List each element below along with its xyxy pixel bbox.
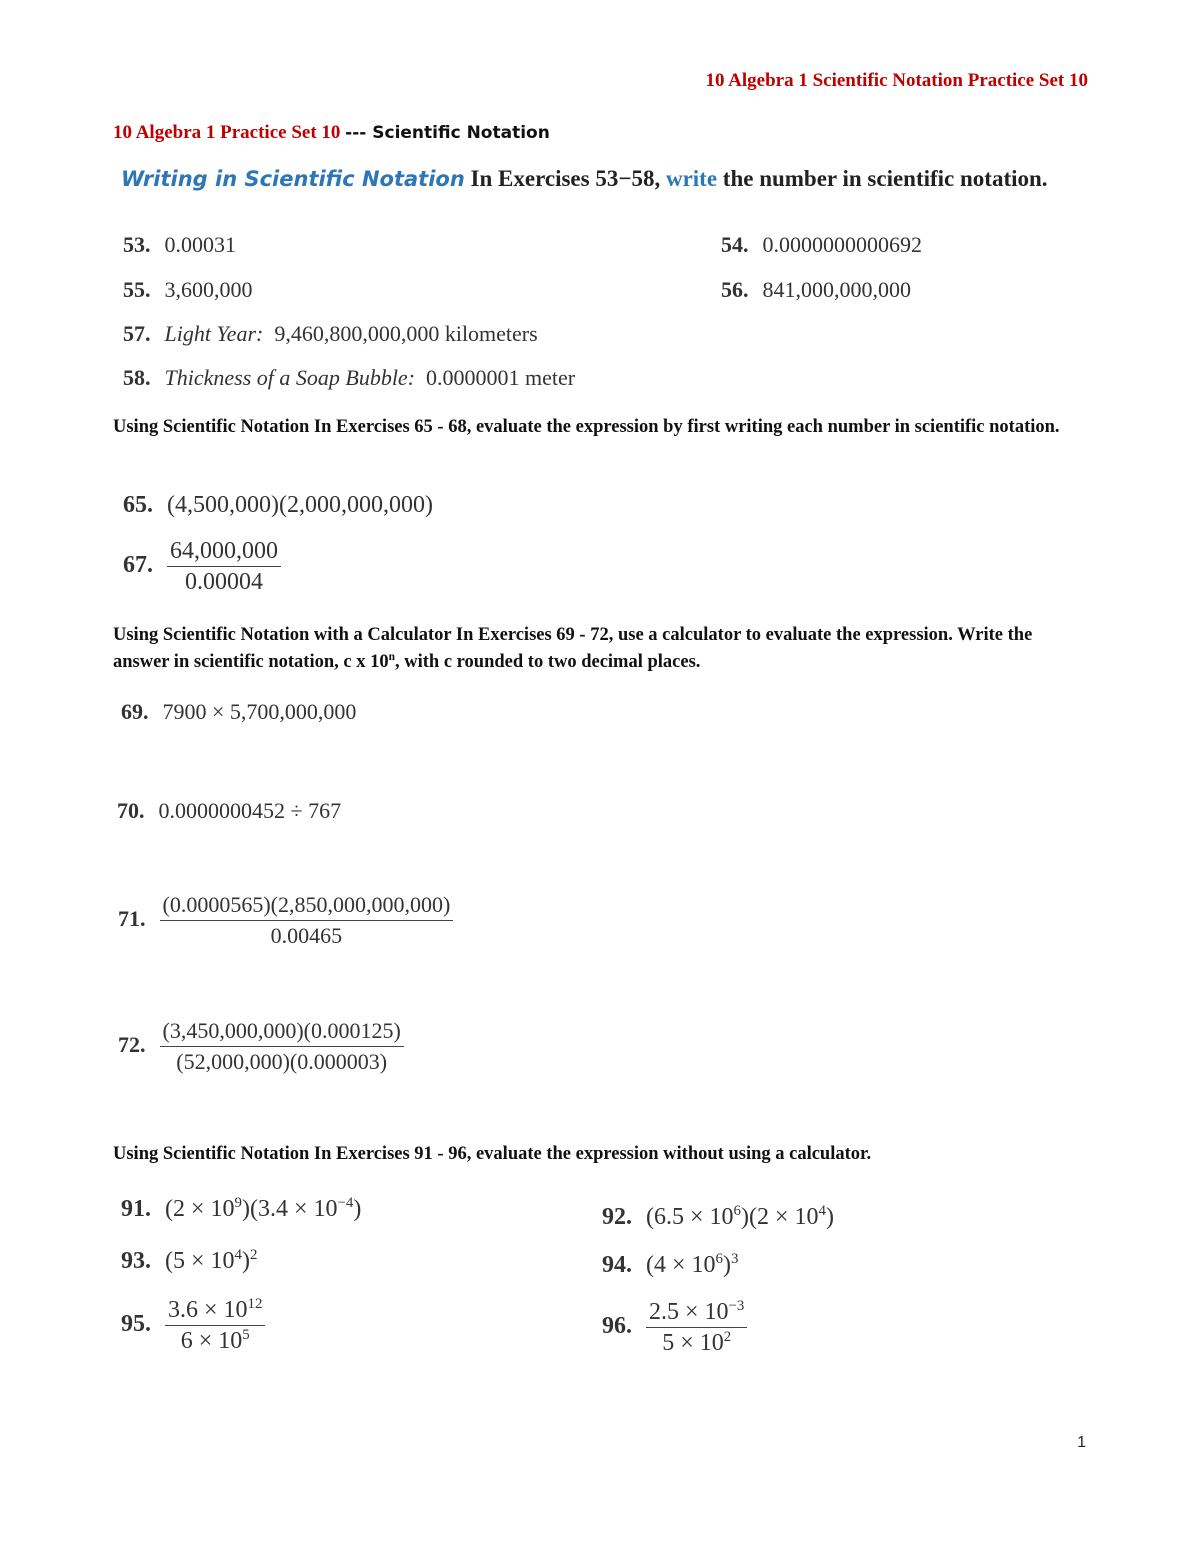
exercise-number: 95. (121, 1311, 151, 1338)
exponent: 6 (715, 1251, 723, 1268)
exercise-number: 94. (602, 1252, 632, 1278)
exponent: −4 (337, 1195, 354, 1212)
fraction-numerator: (3,450,000,000)(0.000125) (160, 1016, 404, 1047)
exercise-label: Light Year: (164, 321, 264, 346)
exercise-94 (602, 1252, 738, 1279)
exercise-number: 55. (123, 277, 151, 302)
exercise-55 (123, 277, 253, 303)
exercise-69 (121, 699, 356, 725)
exponent: 5 (242, 1327, 250, 1344)
fraction-numerator (165, 1295, 265, 1326)
expr-part: (4 × 10 (646, 1252, 716, 1278)
page-title-suffix: --- Scientific Notation (345, 123, 550, 143)
running-header: 10 Algebra 1 Scientific Notation Practice Set 10 (705, 70, 1088, 91)
expr-part: )(3.4 × 10 (241, 1196, 338, 1222)
exercise-number: 96. (602, 1313, 632, 1340)
exercise-number: 72. (118, 1031, 146, 1057)
exercise-number: 93. (121, 1248, 151, 1274)
section-writing-title: Writing in Scientific Notation (121, 167, 465, 191)
exercise-96 (602, 1297, 747, 1358)
exercise-number: 53. (123, 232, 151, 257)
exercise-92 (602, 1204, 834, 1231)
exponent: 12 (247, 1296, 263, 1313)
exercise-67 (123, 536, 281, 597)
expr-part: 5 × 10 (662, 1330, 724, 1356)
exercise-text: 841,000,000,000 (762, 277, 911, 302)
section-evaluate-instructions: Using Scientific Notation In Exercises 65 - 68, evaluate the expression by first writing each number in scientific notation. (113, 417, 1060, 437)
exercise-72 (118, 1016, 404, 1077)
exercise-text: 3,600,000 (164, 277, 253, 302)
exercise-57 (123, 321, 538, 347)
exercise-text: 0.0000000000692 (762, 232, 922, 257)
exponent: 3 (730, 1251, 739, 1268)
exercise-text: 7900 × 5,700,000,000 (162, 699, 357, 724)
page-number: 1 (1077, 1434, 1086, 1451)
exponent: 2 (249, 1247, 258, 1264)
exercise-label: Thickness of a Soap Bubble: (164, 365, 416, 390)
exercise-fraction (646, 1297, 747, 1358)
expr-part: 6 × 10 (180, 1328, 243, 1354)
exercise-text: 0.0000000452 ÷ 767 (158, 798, 342, 823)
exponent: 4 (234, 1247, 242, 1264)
exercise-fraction (160, 890, 454, 951)
fraction-numerator (646, 1297, 747, 1328)
exercise-91 (121, 1196, 361, 1223)
fraction-denominator (646, 1328, 747, 1358)
exponent: 4 (818, 1203, 826, 1220)
exercise-number: 92. (602, 1204, 632, 1230)
fraction-denominator (165, 1326, 265, 1356)
section-writing-heading (121, 166, 1048, 192)
fraction-numerator: 64,000,000 (167, 536, 281, 567)
expr-part: (6.5 × 10 (646, 1204, 734, 1230)
exercise-number: 71. (118, 905, 146, 931)
exercise-number: 91. (121, 1196, 151, 1222)
instruction-superscript: n (388, 651, 395, 664)
fraction-numerator: (0.0000565)(2,850,000,000,000) (160, 890, 454, 921)
exercise-number: 65. (123, 492, 153, 518)
instruction-text-end: , with c rounded to two decimal places. (395, 652, 701, 672)
exercise-number: 70. (117, 798, 145, 823)
exponent: 9 (234, 1195, 242, 1212)
expr-part: (2 × 10 (165, 1196, 235, 1222)
exponent: 2 (723, 1329, 732, 1346)
instruction-text: Using Scientific Notation with a Calculator In Exercises 69 - 72, use a calculator to evaluate the expression. Write the answer in scientific notation, c x 10 (113, 625, 1033, 672)
exercise-95 (121, 1295, 265, 1356)
section-no-calculator-instructions: Using Scientific Notation In Exercises 91 - 96, evaluate the expression without using a calculator. (113, 1144, 872, 1164)
exponent: −3 (728, 1298, 745, 1315)
exercise-fraction (165, 1295, 265, 1356)
exercise-number: 69. (121, 699, 149, 724)
page-title-red: 10 Algebra 1 Practice Set 10 (113, 122, 341, 143)
exercise-number: 56. (721, 277, 749, 302)
exercise-58 (123, 365, 575, 391)
exercise-fraction (167, 536, 281, 597)
exercise-70 (117, 798, 341, 824)
exercise-65 (123, 492, 433, 519)
exercise-text: (4,500,000)(2,000,000,000) (167, 492, 433, 518)
exercise-text: 9,460,800,000,000 kilometers (274, 321, 538, 346)
expr-part: ) (353, 1196, 362, 1222)
exercise-number: 57. (123, 321, 151, 346)
exercise-93 (121, 1248, 257, 1275)
fraction-denominator: (52,000,000)(0.000003) (176, 1049, 388, 1074)
fraction-denominator: 0.00465 (270, 923, 343, 948)
expr-part: ) (722, 1252, 731, 1278)
exercise-number: 58. (123, 365, 151, 390)
exercise-54 (721, 232, 922, 258)
expr-part: 2.5 × 10 (649, 1299, 729, 1325)
exercise-number: 54. (721, 232, 749, 257)
section-calculator-instructions (113, 622, 1073, 676)
page-title (113, 122, 550, 144)
exponent: 6 (733, 1203, 741, 1220)
exercise-text: 0.00031 (164, 232, 236, 257)
fraction-denominator: 0.00004 (185, 569, 263, 595)
expr-part: (5 × 10 (165, 1248, 235, 1274)
section-writing-instr-word: write (665, 166, 718, 191)
exercise-53 (123, 232, 236, 258)
expr-part: ) (825, 1204, 834, 1230)
exercise-71 (118, 890, 453, 951)
exercise-56 (721, 277, 911, 303)
expr-part: 3.6 × 10 (168, 1297, 248, 1323)
expr-part: ) (241, 1248, 250, 1274)
section-writing-instr-b: the number in scientific notation. (722, 166, 1048, 191)
exercise-fraction (160, 1016, 404, 1077)
section-writing-instr-a: In Exercises 53−58, (470, 166, 661, 191)
exercise-number: 67. (123, 552, 153, 579)
expr-part: )(2 × 10 (740, 1204, 819, 1230)
exercise-text: 0.0000001 meter (426, 365, 576, 390)
